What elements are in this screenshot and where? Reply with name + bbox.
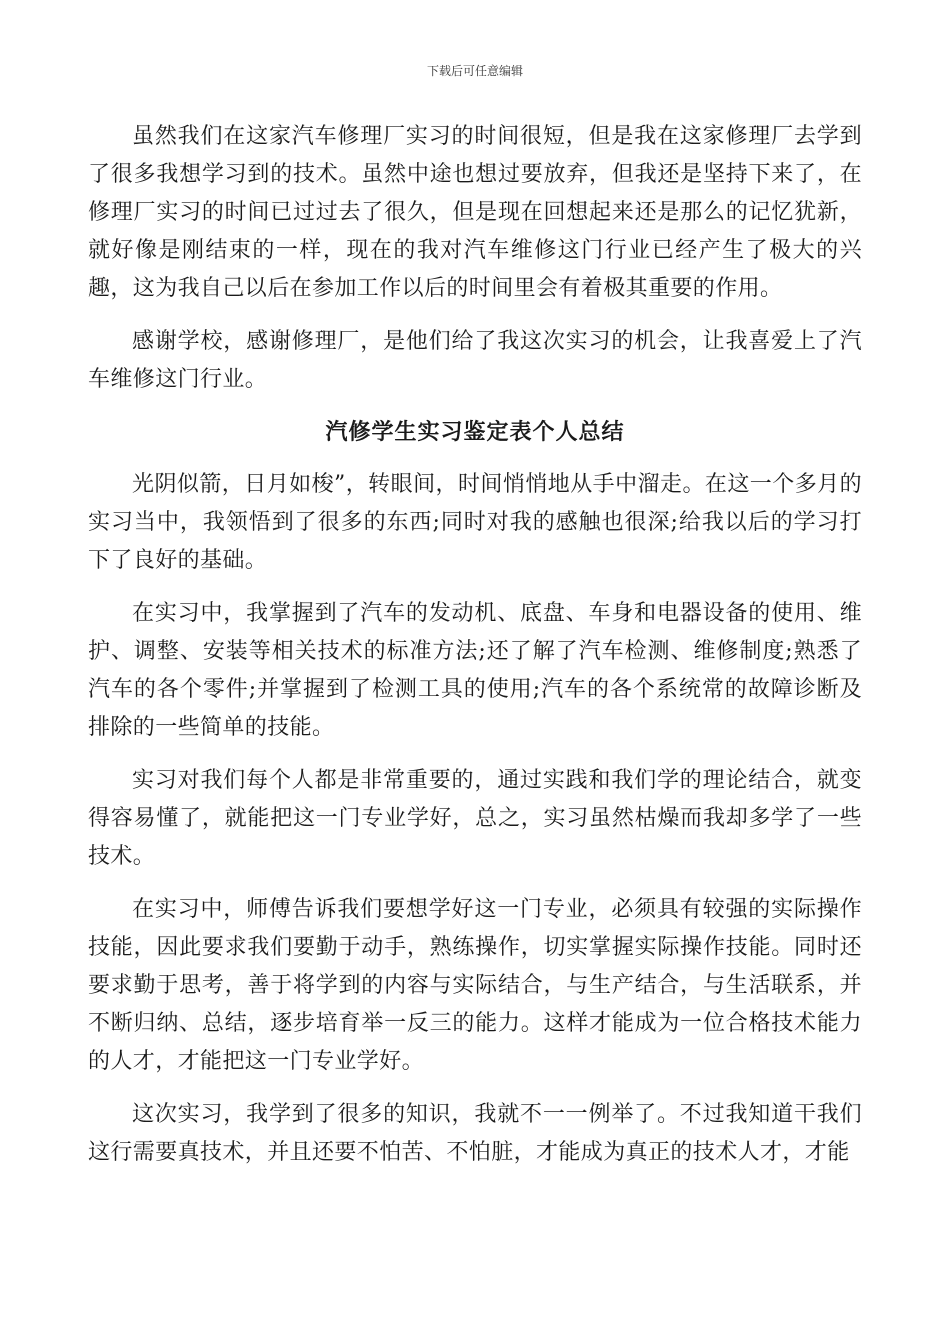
paragraph: 实习对我们每个人都是非常重要的，通过实践和我们学的理论结合，就变得容易懂了，就能把这一门专业学好，总之，实习虽然枯燥而我却多学了一些技术。 (88, 768, 862, 869)
document-body (88, 118, 862, 1187)
paragraph: 感谢学校，感谢修理厂，是他们给了我这次实习的机会，让我喜爱上了汽车维修这门行业。 (88, 329, 862, 392)
paragraph: 光阴似箭，日月如梭”，转眼间，时间悄悄地从手中溜走。在这一个多月的实习当中，我领悟到了很多的东西;同时对我的感触也很深;给我以后的学习打下了良好的基础。 (88, 472, 862, 573)
paragraph: 虽然我们在这家汽车修理厂实习的时间很短，但是我在这家修理厂去学到了很多我想学习到的技术。虽然中途也想过要放弃，但我还是坚持下来了，在修理厂实习的时间已过过去了很久，但是现在回想起来还是那么的记忆犹新，就好像是刚结束的一样，现在的我对汽车维修这门行业已经产生了极大的兴趣，这为我自己以后在参加工作以后的时间里会有着极其重要的作用。 (88, 124, 862, 301)
page-header: 下载后可任意编辑 (426, 64, 523, 78)
section-title: 汽修学生实习鉴定表个人总结 (325, 420, 625, 445)
paragraph: 这次实习，我学到了很多的知识，我就不一一例举了。不过我知道干我们这行需要真技术，并且还要不怕苦、不怕脏，才能成为真正的技术人才，才能 (88, 1102, 862, 1165)
paragraph: 在实习中，我掌握到了汽车的发动机、底盘、车身和电器设备的使用、维护、调整、安装等相关技术的标准方法;还了解了汽车检测、维修制度;熟悉了汽车的各个零件;并掌握到了检测工具的使用;汽车的各个系统常的故障诊断及排除的一些简单的技能。 (88, 601, 862, 740)
paragraph: 在实习中，师傅告诉我们要想学好这一门专业，必须具有较强的实际操作技能，因此要求我们要勤于动手，熟练操作，切实掌握实际操作技能。同时还要求勤于思考，善于将学到的内容与实际结合，与生产结合，与生活联系，并不断归纳、总结，逐步培育举一反三的能力。这样才能成为一位合格技术能力的人才，才能把这一门专业学好。 (88, 897, 862, 1074)
